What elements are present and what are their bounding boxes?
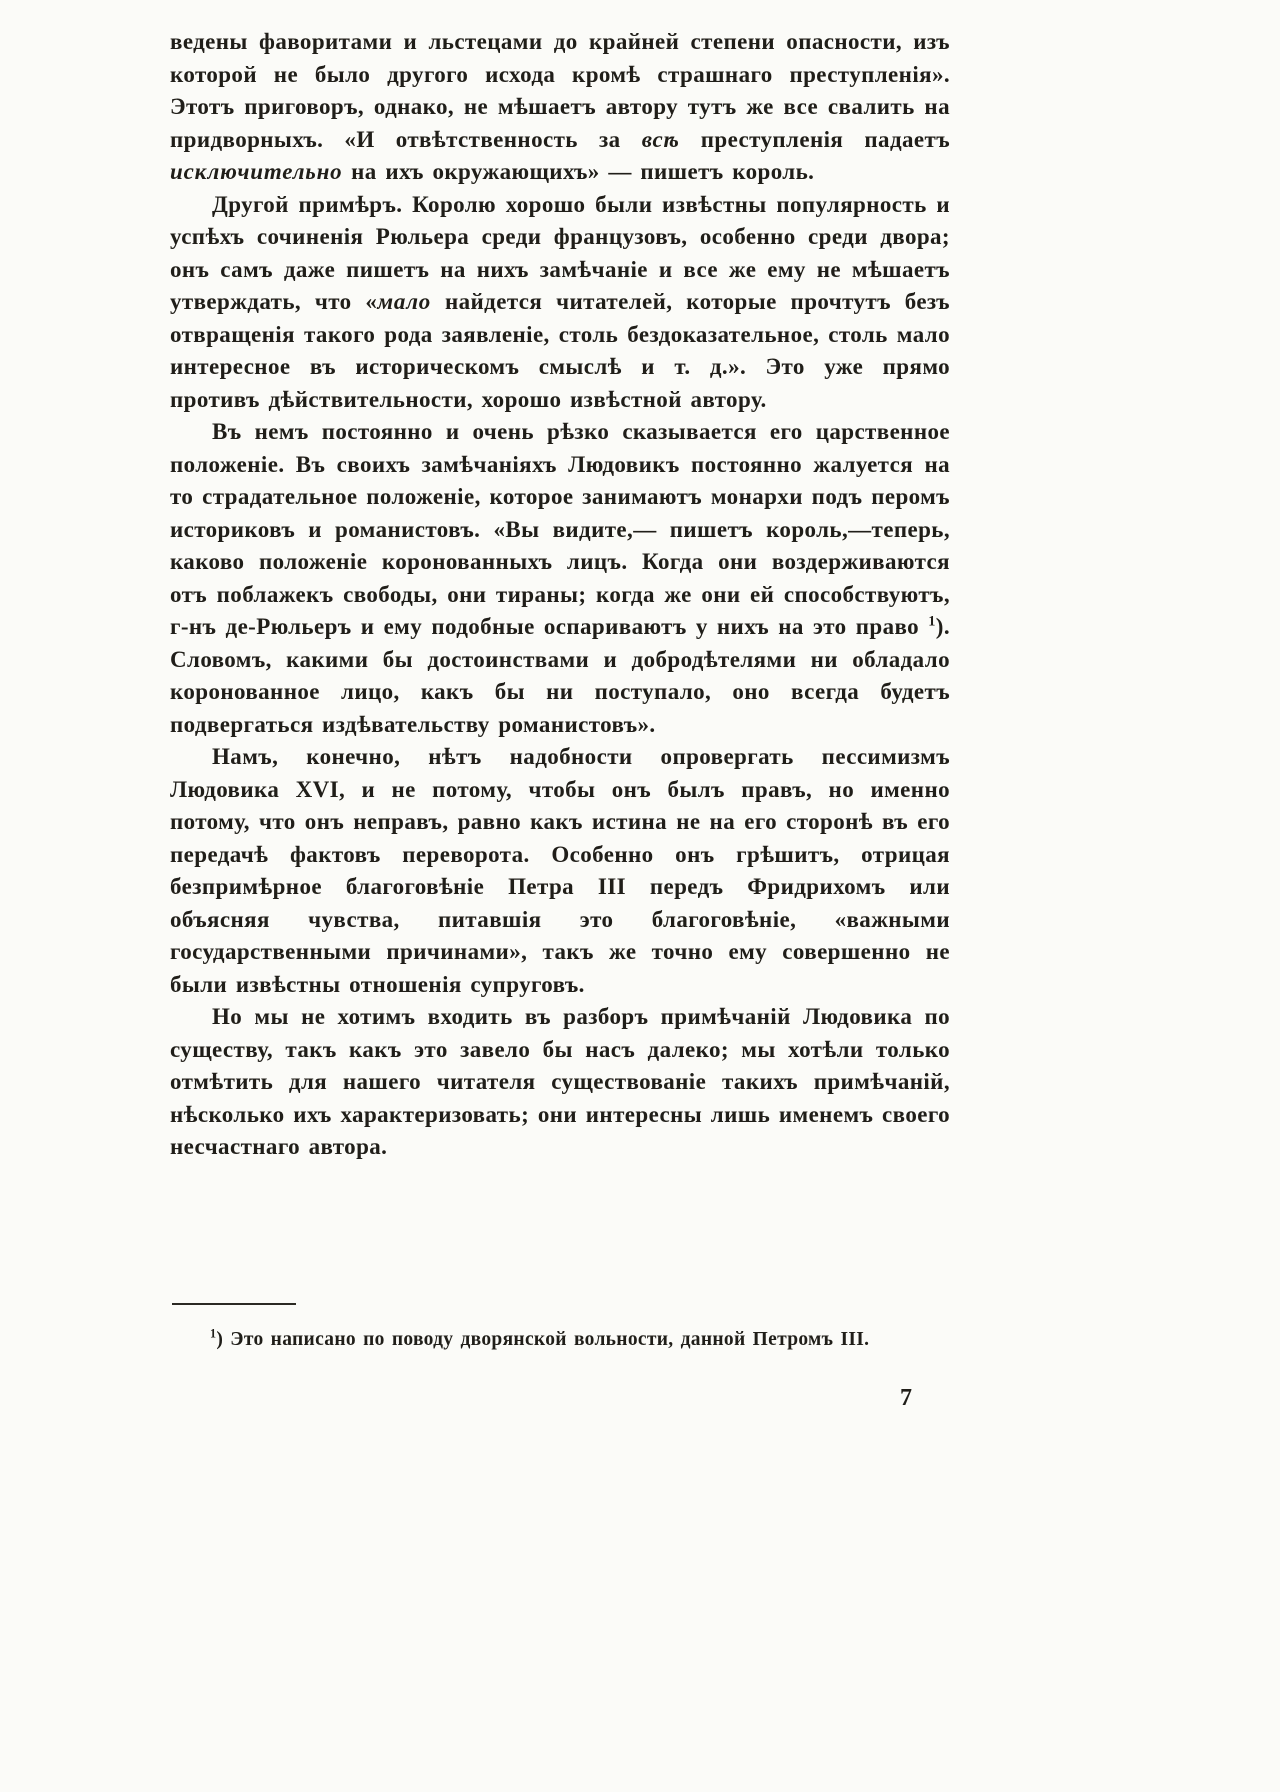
paragraph (170, 416, 950, 741)
footnote-separator (172, 1303, 296, 1305)
text-run: найдется читателей, которые прочтутъ безъ отвращенія такого рода заявленіе, столь бездоказательное, столь мало интересное въ историческомъ смыслѣ и т. д.». Это уже прямо противъ дѣйствительности, хорошо извѣстной автору. (170, 289, 950, 412)
emphasized-text: мало (377, 289, 432, 314)
emphasized-text: всѣ (641, 126, 680, 152)
paragraph (170, 1001, 950, 1164)
paragraph (170, 741, 950, 1001)
page-number: 7 (900, 1385, 912, 1411)
paragraph (170, 26, 950, 189)
paragraph (170, 189, 950, 417)
footnote-reference: 1 (210, 1326, 217, 1341)
text-run: преступленія падаетъ (679, 126, 950, 152)
emphasized-text: исключительно (170, 159, 343, 184)
text-run: ведены фаворитами и льстецами до крайней степени опасности, изъ которой не было другого исхода кромѣ страшнаго преступленія». Этотъ приговоръ, однако, не мѣшаетъ автору тутъ же все свалить на придворныхъ. «И отвѣтственность за (170, 29, 950, 152)
text-run: на ихъ окружающихъ» — пишетъ король. (342, 159, 815, 184)
footnote-reference: 1 (928, 613, 936, 630)
text-run: Но мы не хотимъ входить въ разборъ примѣчаній Людовика по существу, такъ какъ это завело бы насъ далеко; мы хотѣли только отмѣтить для нашего читателя существованіе такихъ примѣчаній, нѣсколько ихъ характеризовать; они интересны лишь именемъ своего несчастнаго автора. (170, 1004, 950, 1159)
footnote (170, 1326, 950, 1353)
text-run: Въ немъ постоянно и очень рѣзко сказывается его царственное положеніе. Въ своихъ замѣчаніяхъ Людовикъ постоянно жалуется на то страдательное положеніе, которое занимаютъ монархи подъ перомъ историковъ и романистовъ. «Вы видите,— пишетъ король,—теперь, каково положеніе коронованныхъ лицъ. Когда они воздерживаются отъ поблажекъ свободы, они тираны; когда же они ей способствуютъ, г-нъ де-Рюльеръ и ему подобные оспариваютъ у нихъ на это право (170, 419, 950, 639)
body-text (170, 26, 950, 1164)
text-run: ). Словомъ, какими бы достоинствами и добродѣтелями ни обладало коронованное лицо, какъ бы ни поступало, оно всегда будетъ подвергаться издѣвательству романистовъ». (170, 614, 950, 737)
text-run: Намъ, конечно, нѣтъ надобности опровергать пессимизмъ Людовика XVI, и не потому, чтобы онъ былъ правъ, но именно потому, что онъ неправъ, равно какъ истина не на его сторонѣ въ его передачѣ фактовъ переворота. Особенно онъ грѣшитъ, отрицая безпримѣрное благоговѣніе Петра III передъ Фридрихомъ или объясняя чувства, питавшія это благоговѣніе, «важными государственными причинами», такъ же точно ему совершенно не были извѣстны отношенія супруговъ. (170, 744, 950, 997)
text-run: Другой примѣръ. Королю хорошо были извѣстны популярность и успѣхъ сочиненія Рюльера среди французовъ, особенно среди двора; онъ самъ даже пишетъ на нихъ замѣчаніе и все же ему не мѣшаетъ утверждать, что « (170, 191, 950, 314)
text-run: ) Это написано по поводу дворянской вольности, данной Петромъ III. (216, 1329, 870, 1350)
